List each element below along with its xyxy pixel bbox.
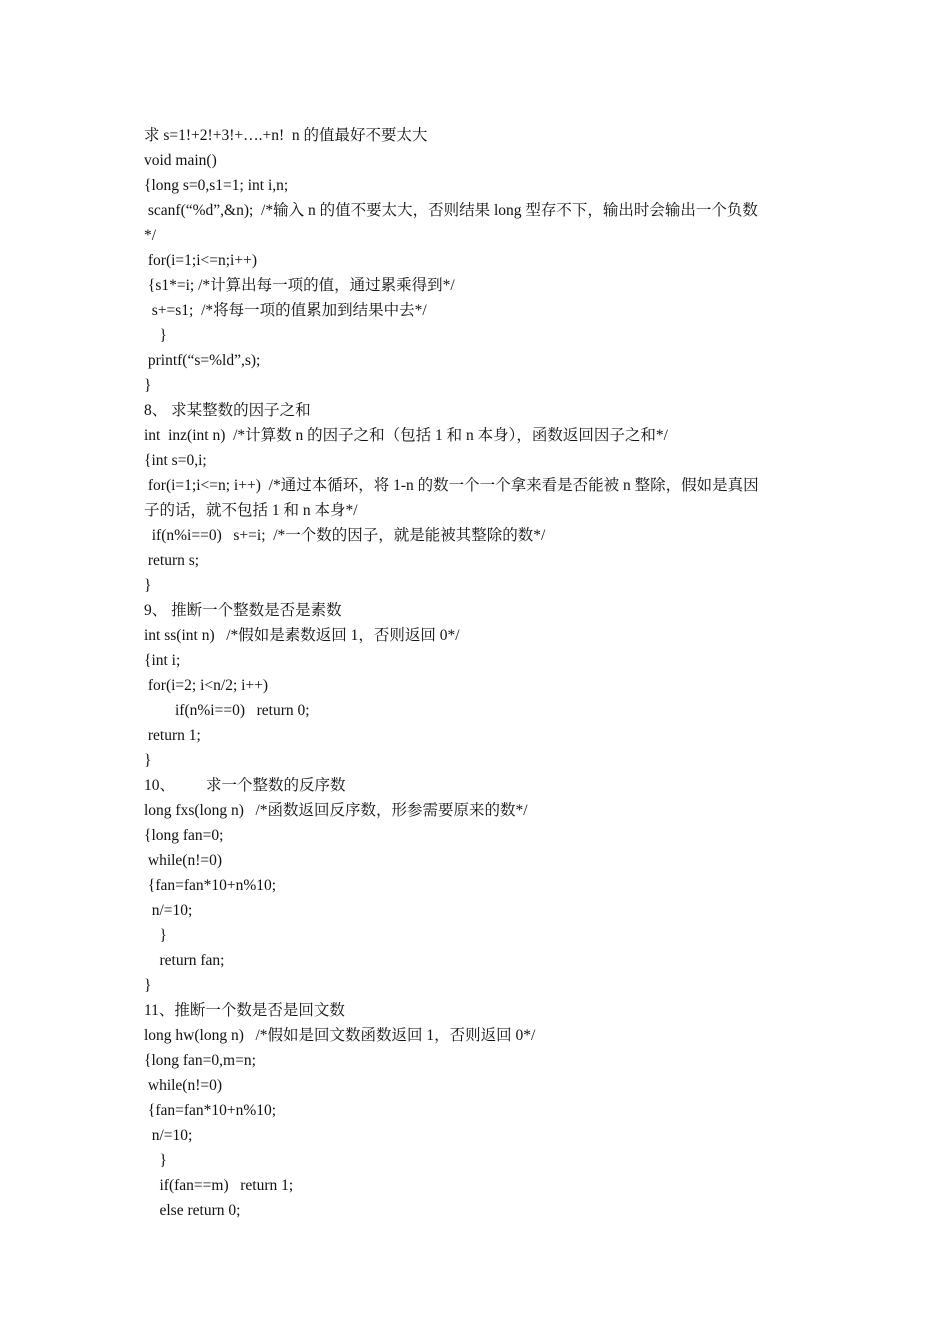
text-line: while(n!=0) [144,852,223,869]
text-line: int ss(int n) /*假如是素数返回 1，否则返回 0*/ [144,627,460,644]
text-line: } [144,752,152,769]
text-line: scanf(“%d”,&n); /*输入 n 的值不要太大，否则结果 long 型存不下，输出时会输出一个负数 [144,202,758,219]
text-line: if(n%i==0) s+=i; /*一个数的因子，就是能被其整除的数*/ [144,527,546,544]
text-line: else return 0; [144,1202,241,1219]
document-body [144,123,814,1223]
text-line: n/=10; [144,1127,193,1144]
text-line: {fan=fan*10+n%10; [144,877,277,894]
text-line: if(n%i==0) return 0; [144,702,310,719]
text-line: long fxs(long n) /*函数返回反序数，形参需要原来的数*/ [144,802,528,819]
text-line: {s1*=i; /*计算出每一项的值，通过累乘得到*/ [144,277,455,294]
text-line: } [144,1152,167,1169]
text-line: {long s=0,s1=1; int i,n; [144,177,289,194]
text-line: s+=s1; /*将每一项的值累加到结果中去*/ [144,302,427,319]
text-line: 8、 求某整数的因子之和 [144,402,311,419]
text-line: void main() [144,152,217,169]
text-line: } [144,927,167,944]
text-line: n/=10; [144,902,193,919]
text-line: if(fan==m) return 1; [144,1177,294,1194]
text-line: return s; [144,552,200,569]
text-line: 子的话，就不包括 1 和 n 本身*/ [144,502,358,519]
text-line: long hw(long n) /*假如是回文数函数返回 1，否则返回 0*/ [144,1027,536,1044]
text-line: {int i; [144,652,181,669]
text-line: } [144,327,167,344]
text-line: {int s=0,i; [144,452,207,469]
text-line: 10、 求一个整数的反序数 [144,777,346,794]
text-line: int inz(int n) /*计算数 n 的因子之和（包括 1 和 n 本身），函数返回因子之和*/ [144,427,668,444]
text-line: } [144,977,152,994]
text-line: printf(“s=%ld”,s); [144,352,261,369]
text-line: */ [144,227,157,244]
text-line: 11、推断一个数是否是回文数 [144,1002,345,1019]
text-line: return fan; [144,952,225,969]
text-line: {long fan=0,m=n; [144,1052,256,1069]
text-line: } [144,577,152,594]
text-line: } [144,377,152,394]
text-line: for(i=1;i<=n; i++) /*通过本循环，将 1-n 的数一个一个拿来看是否能被 n 整除，假如是真因 [144,477,759,494]
text-line: 求 s=1!+2!+3!+….+n! n 的值最好不要太大 [144,127,428,144]
text-line: return 1; [144,727,201,744]
text-line: {long fan=0; [144,827,224,844]
text-line: for(i=1;i<=n;i++) [144,252,258,269]
text-line: for(i=2; i<n/2; i++) [144,677,269,694]
text-line: {fan=fan*10+n%10; [144,1102,277,1119]
text-line: 9、 推断一个整数是否是素数 [144,602,342,619]
text-line: while(n!=0) [144,1077,223,1094]
